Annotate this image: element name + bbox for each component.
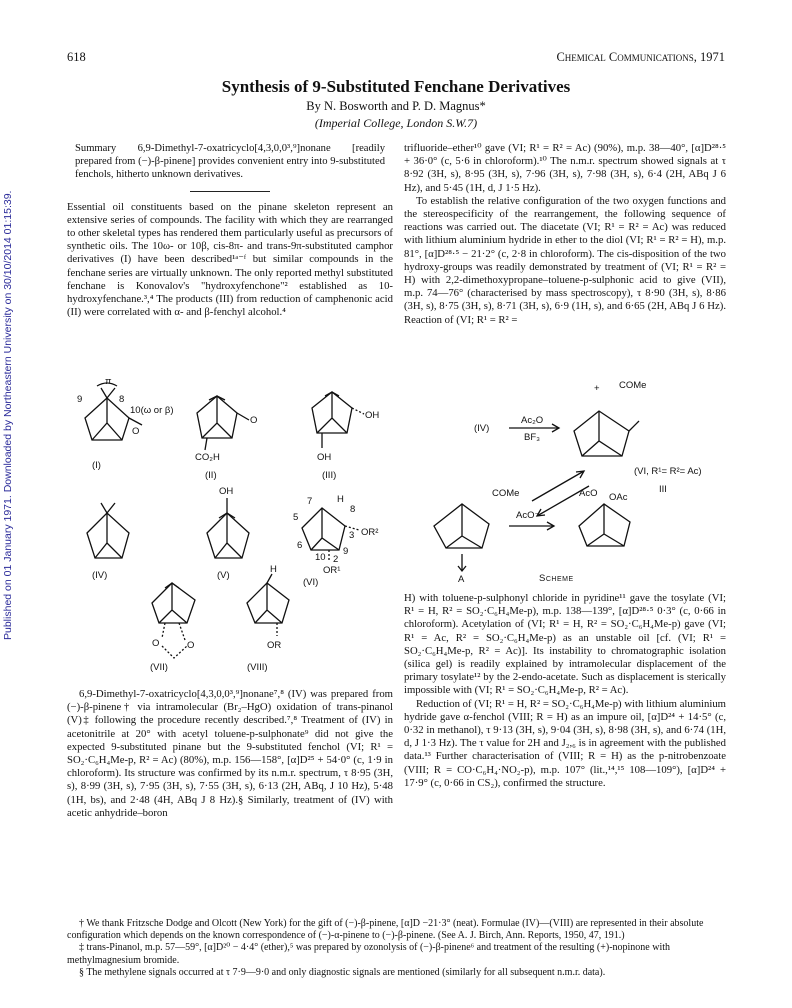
scheme-figure [404, 376, 726, 588]
scheme-iv: (IV) [474, 423, 490, 434]
label-VI-8: 8 [350, 504, 356, 515]
structure-VIII [247, 574, 289, 636]
label-VI: (VI) [303, 577, 319, 588]
scheme-reagent-bf3: BF₃ [524, 432, 541, 443]
label-VI-10: 10 [315, 552, 326, 563]
label-VII-o1: O [152, 638, 160, 649]
scheme-oac: OAc [609, 492, 628, 503]
label-I-o: O [132, 426, 140, 437]
scheme-aco: AcO [579, 488, 598, 499]
article-title: Synthesis of 9-Substituted Fenchane Derivatives [221, 77, 571, 96]
scheme-come-top: COMe [619, 380, 647, 391]
label-VI-or2: OR² [361, 527, 379, 538]
label-VII: (VII) [150, 662, 168, 673]
label-I-pi: π [105, 378, 112, 387]
label-VI-7: 7 [307, 496, 313, 507]
footnote-section: § The methylene signals occurred at τ 7·9—9·0 and only diagnostic signals are mentioned (similarly for all subsequent n.m.r. data). [79, 966, 606, 978]
structures-figure [67, 378, 393, 678]
journal-header: Chemical Communications, 1971 [556, 50, 725, 64]
footnote-dagger: † We thank Fritzsche Dodge and Olcott (New York) for the gift of (−)-β-pinene, [α]D −21·3° (neat). Formulae (IV)—(VIII) are represented in their absolute configuration which depends on the known correspondence of (−)-α-pinene to (−)-β-pinene. (See A. J. Birch, Ann. Reports, 1950, 47, 191.) [67, 918, 704, 942]
affiliation: (Imperial College, London S.W.7) [314, 116, 478, 130]
label-II-o: O [250, 415, 258, 426]
label-I: (I) [92, 460, 101, 471]
scheme-reagent-ac2o: Ac₂O [521, 415, 544, 426]
scheme-vi-note: (VI, R¹= R²= Ac) [634, 466, 702, 477]
label-I-8: 8 [119, 394, 125, 405]
right-column-upper [404, 142, 726, 327]
label-I-10: 10(ω or β) [130, 405, 174, 416]
scheme-title: Scheme [539, 573, 574, 584]
footnotes [67, 918, 726, 979]
author-line: By N. Bosworth and P. D. Magnus* [306, 99, 486, 113]
structure-V [207, 498, 249, 558]
label-VI-or1: OR¹ [323, 565, 341, 576]
right-column-lower [404, 592, 726, 790]
label-VI-5: 5 [293, 512, 299, 523]
intro-paragraph: Essential oil constituents based on the pinane skeleton represent an extensive series of compounds. The facility with which they are rearranged to other skeletal types has rendered them particularly useful as precursors of synthetic oils. The 10ω- or 10β, cis-8π- and trans-9π-substituted camphor derivatives (I) have been described¹ᵃ⁻ᶠ but similar compounds in the fenchane series are virtually unknown. The only reported methyl substituted fenchane is Konovalov's "hydroxyfenchone"² established as 10-hydroxyfenchane.³,⁴ The products (III) from reduction of camphenonic acid (II) were correlated with α- and β-fenchyl alcohol.⁴ [67, 200, 393, 319]
scheme-aco-ion: AcO⁻ [516, 510, 540, 521]
summary-paragraph: Summary 6,9-Dimethyl-7-oxatricyclo[4,3,0,0³,⁹]nonane [readily prepared from (−)-β-pinene] provides convenient entry into 9-substituted fenchols, hitherto unknown derivatives. [75, 143, 385, 181]
paragraph-configuration: To establish the relative configuration of the two oxygen functions and the stereospecificity of the rearrangement, the following sequence of reactions was carried out. The diacetate (VI; R¹ = R² = Ac) was reduced with lithium aluminium hydride in ether to the diol (VI; R¹ = R² = H), m.p. 81°, [α]D²⁸·⁵ − 21·2° (c, 2·8 in chloroform). The cis-disposition of the two hydroxy-groups was readily demonstrated by treatment of (VI; R¹ = R² = H) with 2,2-dimethoxypropane–toluene-p-sulphonic acid to give (VII), m.p. 74—76° (characterised by mass spectroscopy), τ 8·90 (3H, s), 8·86 (3H, s), 8·75 (3H, s), 8·71 (3H, s), 6·9 (1H, s), and 6·65 (2H, ABq J 6 Hz). Reaction of (VI; R¹ = R² = [404, 194, 726, 326]
scheme-iii: III [659, 484, 667, 495]
download-sidebar: Published on 01 January 1971. Downloaded by Northeastern University on 30/10/2014 01:15:39. [2, 190, 14, 640]
label-III: (III) [322, 470, 337, 481]
label-VIII-or: OR [267, 640, 282, 651]
paragraph-trifluoride: trifluoride–ether¹⁰ gave (VI; R¹ = R² = Ac) (90%), m.p. 38—40°, [α]D²⁸·⁵ + 36·0° (c, 5·6 in chloroform).¹⁰ The n.m.r. spectrum showed signals at τ 8·92 (3H, s), 8·95 (3H, s), 7·96 (3H, s), 7·98 (3H, s), 6·4 (2H, ABq J 6 Hz), and 5·45 (1H, d, J 1·5 Hz). [404, 142, 726, 194]
label-V: (V) [217, 570, 230, 581]
label-II-acid: CO₂H [195, 452, 220, 463]
paragraph-reduction: Reduction of (VI; R¹ = H, R² = SO₂·C₆H₄Me-p) with lithium aluminium hydride gave α-fenchol (VIII; R = H) as an impure oil, [α]D²⁴ + 14·5° (c, 0·32 in methanol), τ 9·13 (3H, s), 9·04 (3H, s), 8·98 (3H, s), and 6·74 (1H, d, J 1·3 Hz). The τ value for 2H and J₂,₆ is in agreement with the published data.¹³ Further characterisation of (VIII; R = H) as the p-nitrobenzoate (VIII; R = CO·C₆H₄·NO₂-p), m.p. 107° (lit.,¹⁴,¹⁵ 108—109°), [α]D²⁴ + 17·9° (c, 0·66 in CS₂), confirmed the structure. [404, 697, 726, 789]
footnote-double-dagger: ‡ trans-Pinanol, m.p. 57—59°, [α]D²⁰ − 4·4° (ether),⁵ was prepared by ozonolysis of (−)-β-pinene⁶ and treatment of the resulting (+)-nopinone with methylmagnesium bromide. [67, 942, 671, 966]
label-VI-9: 9 [343, 546, 349, 557]
paragraph-tosylate: H) with toluene-p-sulphonyl chloride in pyridine¹¹ gave the tosylate (VI; R¹ = H, R² = SO₂·C₆H₄Me-p), m.p. 138—139°, [α]D²⁸·⁵ 0·3° (c, 0·66 in chloroform). Acetylation of (VI; R¹ = H, R² = SO₂·C₆H₄Me-p) gave (VI; R¹ = Ac, R² = SO₂·C₆H₄Me-p) as an unstable oil [cf. (VI; R¹ = SO₂·C₆H₄Me-p, R² = Ac)]. Its instability to chromatographic isolation (silica gel) is readily explained by intramolecular displacement of the primary tosylate¹² by the 2-endo-acetate. Such as displacement is sterically impossible with (VI; R¹ = SO₂·C₆H₄Me-p, R² = Ac). [404, 592, 726, 697]
label-III-oh1: OH [365, 410, 380, 421]
label-VI-2: 2 [333, 554, 339, 565]
scheme-come-mid: COMe [492, 488, 520, 499]
label-VI-h: H [337, 494, 344, 505]
left-column-upper [67, 142, 393, 319]
scheme-plus: + [594, 383, 600, 394]
label-VII-o2: O [187, 640, 195, 651]
label-I-9: 9 [77, 394, 83, 405]
label-II: (II) [205, 470, 217, 481]
page-number: 618 [67, 50, 86, 64]
paragraph-preparation: 6,9-Dimethyl-7-oxatricyclo[4,3,0,0³,⁹]nonane⁷,⁸ (IV) was prepared from (−)-β-pinene† via intramolecular (Br₂–HgO) oxidation of trans-pinanol (V)‡ following the procedure recently described.⁷,⁸ Treatment of (IV) in acetonitrile at 20° with acetyl toluene-p-sulphonate⁹ did not give the expected 9-substituted pinane but the 9-substituted fenchol (VI; R¹ = SO₂·C₆H₄Me-p, R² = Ac) (80%), m.p. 156—158°, [α]D²⁵ + 54·0° (c, 1·9 in chloroform). Its structure was confirmed by its n.m.r. spectrum, τ 8·95 (3H, s), 8·99 (3H, s), 7·95 (3H, s), 7·55 (3H, s), 6·13 (2H, ABq, J 10 Hz), 5·48 (1H, bs), and 2·48 (4H, ABq J 8 Hz).§ Similarly, treatment of (IV) with acetic anhydride–boron [67, 688, 393, 819]
label-VI-3: 3 [349, 530, 355, 541]
structure-IV [87, 503, 129, 558]
scheme-a: A [458, 574, 465, 585]
label-VI-6: 6 [297, 540, 303, 551]
label-VIII: (VIII) [247, 662, 268, 673]
left-column-lower [67, 688, 393, 820]
label-III-oh2: OH [317, 452, 332, 463]
label-V-oh: OH [219, 486, 234, 497]
structure-II [197, 396, 249, 450]
summary-divider [190, 191, 270, 192]
structure-III [312, 392, 364, 448]
label-IV: (IV) [92, 570, 108, 581]
label-VIII-h: H [270, 564, 277, 575]
